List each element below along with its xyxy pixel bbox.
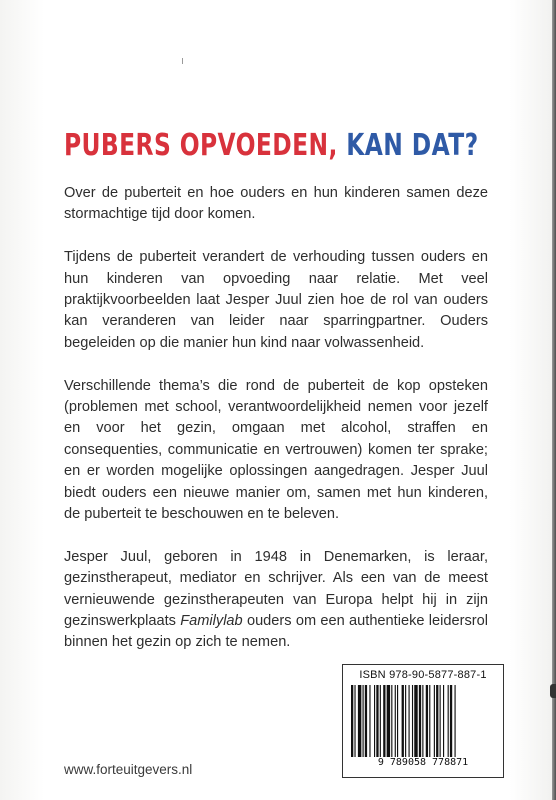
barcode-stripe (426, 685, 428, 757)
barcode-stripe (429, 685, 430, 757)
barcode-stripe (391, 685, 392, 757)
barcode-stripe (448, 685, 449, 757)
barcode-stripe (363, 685, 364, 757)
barcode-stripe (351, 685, 353, 757)
barcode-digits: 9 789058 778871 (377, 757, 469, 768)
paragraph-author (64, 547, 488, 654)
barcode-stripe (358, 685, 361, 757)
barcode-stripe (409, 685, 410, 757)
print-mark (182, 58, 183, 64)
barcode-stripe (443, 685, 444, 757)
blurb-text (64, 183, 488, 675)
barcode-stripe (380, 685, 381, 757)
barcode-stripe (419, 685, 421, 757)
barcode-stripe (387, 685, 390, 757)
author-text-2: ouders om een authentieke leidersrol binnen het gezin op zich te nemen. (64, 613, 488, 651)
barcode-stripe (395, 685, 396, 757)
barcode-stripe (365, 685, 367, 757)
barcode-stripe (414, 685, 417, 757)
barcode-box (342, 664, 504, 778)
barcode-stripe (422, 685, 423, 757)
barcode-stripe (397, 685, 398, 757)
barcode-stripe (354, 685, 355, 757)
paragraph-relation: Tijdens de puberteit verandert de verhouding tussen ouders en hun kinderen van opvoeding naar relatie. Met veel praktijkvoorbeelden laat Jesper Juul zien hoe de rol van ouders kan veranderen van leider naar sparringpartner. Ouders begeleiden op die manier hun kind naar volwassenheid. (64, 249, 488, 351)
title-blue-part: KAN DAT? (346, 128, 479, 163)
publisher-url[interactable]: www.forteuitgevers.nl (64, 762, 193, 777)
barcode-stripe (369, 685, 370, 757)
barcode-stripe (374, 685, 375, 757)
barcode-stripe (402, 685, 404, 757)
barcode-stripe (405, 685, 406, 757)
paragraph-themes: Verschillende thema’s die rond de puberteit de kop opsteken (problemen met school, verantwoordelijkheid nemen voor jezelf en voor het gezin, omgaan met alcohol, straffen en consequenties, communicatie en vertrouwen) komen ter sprake; en er worden mogelijke oplossingen aangedragen. Jesper Juul biedt ouders een nieuwe manier om, samen met hun kinderen, de puberteit te beschouwen en te beleven. (64, 377, 488, 523)
barcode-stripe (376, 685, 378, 757)
barcode-stripe (434, 685, 435, 757)
page-edge-shadow (552, 0, 556, 800)
familylab-name: Familylab (180, 613, 243, 630)
barcode-stripe (436, 685, 438, 757)
barcode-stripe (383, 685, 385, 757)
edge-mark (550, 684, 556, 698)
author-text-1: Jesper Juul, geboren in 1948 in Denemarken, is leraar, gezinstherapeut, mediator en schrijver. Als een van de meest vernieuwende gezinstherapeuten van Europa helpt hij in zijn gezinswerkplaats (64, 548, 488, 630)
isbn-label: ISBN 978-90-5877-887-1 (359, 669, 487, 681)
title-red-part: PUBERS OPVOEDEN, (64, 128, 347, 163)
cover-title (64, 128, 479, 164)
barcode-stripe (440, 685, 441, 757)
barcode-stripe (450, 685, 452, 757)
paragraph-intro: Over de puberteit en hoe ouders en hun kinderen samen deze stormachtige tijd door komen. (64, 185, 488, 223)
barcode-stripe (455, 685, 456, 757)
barcode-stripe (412, 685, 413, 757)
barcode-bars (351, 685, 495, 757)
